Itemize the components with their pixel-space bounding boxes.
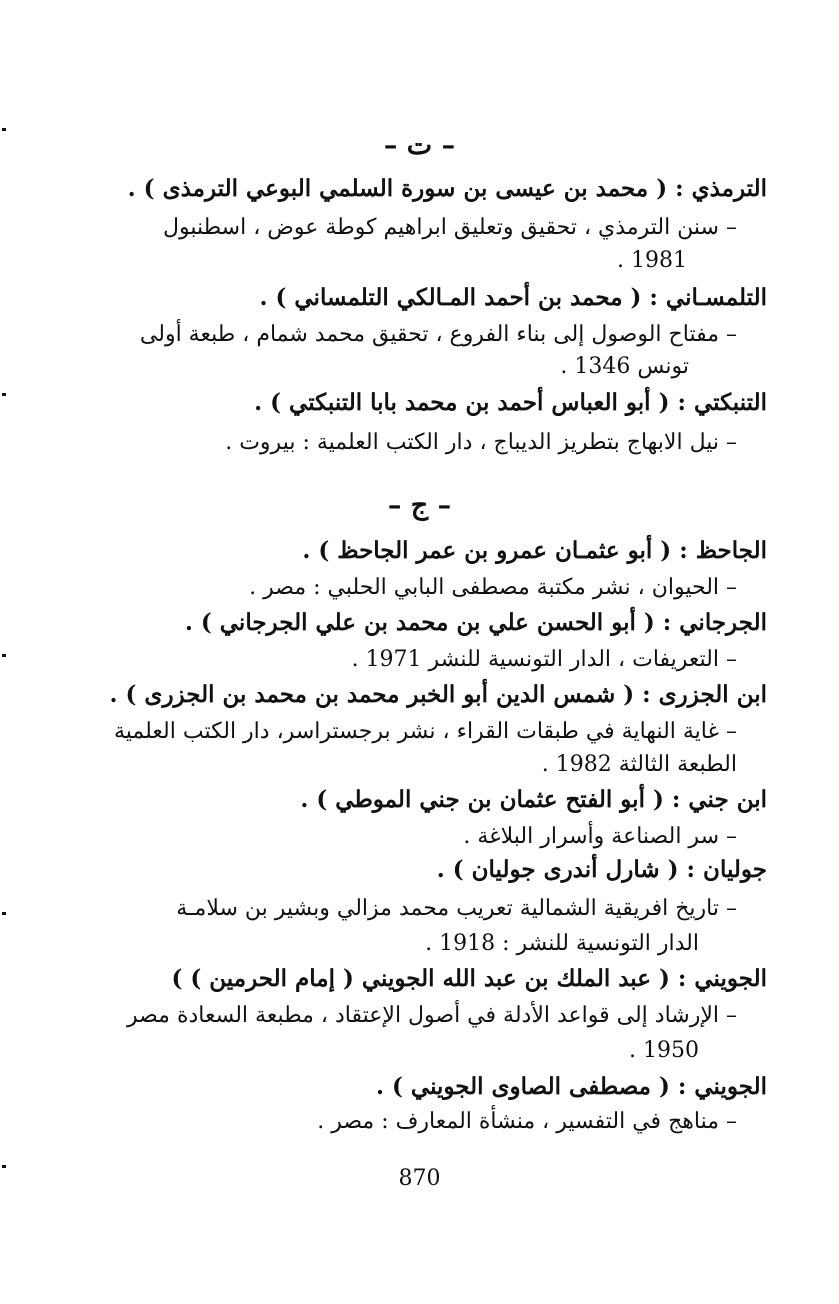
section-header-ta: – ت – [383,130,456,161]
entry-work: – الحيوان ، نشر مكتبة مصطفى البابي الحلبي : مصر . [249,575,737,600]
page-number: 870 [398,1166,441,1191]
margin-mark [2,393,6,396]
entry-author: الترمذي : ( محمد بن عيسى بن سورة السلمي البوعي الترمذى ) . [127,175,767,202]
entry-work: – سر الصناعة وأسرار البلاغة . [463,824,737,849]
entry-continuation: الطبعة الثالثة 1982 . [541,752,737,777]
section-header-jim: – ج – [387,490,452,521]
entry-author: جوليان : ( شارل أندرى جوليان ) . [436,856,767,883]
entry-work: – سنن الترمذي ، تحقيق وتعليق ابراهيم كوطة عوض ، اسطنبول [163,215,737,240]
entry-author: الجويني : ( عبد الملك بن عبد الله الجويني ( إمام الحرمين ) ) [171,965,767,992]
margin-mark [2,654,6,657]
entry-author: الجاحظ : ( أبو عثمـان عمرو بن عمر الجاحظ ) . [302,537,767,564]
entry-work: – التعريفات ، الدار التونسية للنشر 1971 . [351,647,737,672]
entry-continuation: 1981 . [617,248,687,273]
entry-work: – مفتاح الوصول إلى بناء الفروع ، تحقيق محمد شمام ، طبعة أولى [139,322,737,347]
entry-author: ابن الجزرى : ( شمس الدين أبو الخبر محمد بن محمد بن الجزرى ) . [109,681,767,708]
entry-author: ابن جني : ( أبو الفتح عثمان بن جني الموطي ) . [300,786,767,813]
entry-continuation: الدار التونسية للنشر : 1918 . [425,931,699,956]
entry-continuation: 1950 . [629,1038,699,1063]
margin-mark [2,912,6,915]
entry-work: – نيل الابهاج بتطريز الديباج ، دار الكتب العلمية : بيروت . [225,430,737,455]
entry-author: التلمسـاني : ( محمد بن أحمد المـالكي التلمساني ) . [259,284,767,311]
entry-author: التنبكتي : ( أبو العباس أحمد بن محمد بابا التنبكتي ) . [254,389,767,416]
entry-work: – تاريخ افريقية الشمالية تعريب محمد مزالي وبشير بن سلامـة [176,896,737,921]
entry-work: – الإرشاد إلى قواعد الأدلة في أصول الإعتقاد ، مطبعة السعادة مصر [126,1003,737,1028]
entry-continuation: تونس 1346 . [560,354,689,379]
entry-author: الجرجاني : ( أبو الحسن علي بن محمد بن علي الجرجاني ) . [184,609,767,636]
entry-author: الجويني : ( مصطفى الصاوى الجويني ) . [376,1073,767,1100]
entry-work: – غاية النهاية في طبقات القراء ، نشر برجستراسر، دار الكتب العلمية [114,719,737,744]
entry-work: – مناهج في التفسير ، منشأة المعارف : مصر . [317,1109,737,1134]
